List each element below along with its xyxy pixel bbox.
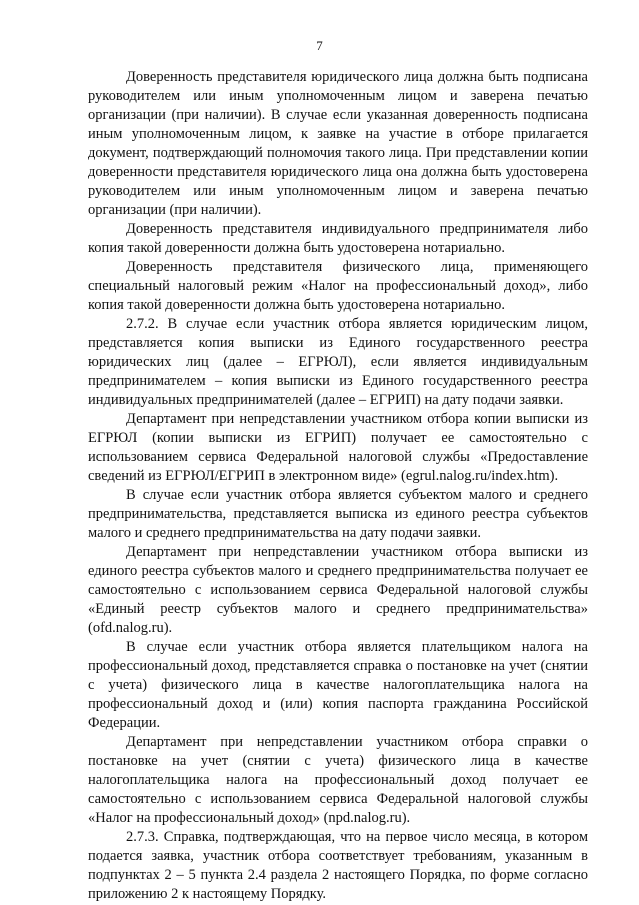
document-body <box>88 68 588 904</box>
paragraph-sme-registry-service: Департамент при непредставлении участником отбора выписки из единого реестра субъектов малого и среднего предпринимательства получает ее самостоятельно с использованием сервиса Федеральной налоговой службы «Единый реестр субъектов малого и среднего предпринимательства» (ofd.nalog.ru). <box>88 544 588 636</box>
paragraph-2-7-2: 2.7.2. В случае если участник отбора является юридическим лицом, представляется копия выписки из Единого государственного реестра юридических лиц (далее – ЕГРЮЛ), если является индивидуальным предпринимателем – копия выписки из Единого государственного реестра индивидуальных предпринимателей (далее – ЕГРИП) на дату подачи заявки. <box>88 316 588 408</box>
paragraph-egrul-egrip-service: Департамент при непредставлении участником отбора копии выписки из ЕГРЮЛ (копии выписки из ЕГРИП) получает ее самостоятельно с использованием сервиса Федеральной налоговой службы «Предоставление сведений из ЕГРЮЛ/ЕГРИП в электронном виде» (egrul.nalog.ru/index.htm). <box>88 411 588 484</box>
paragraph-representative-individual-entrepreneur: Доверенность представителя индивидуального предпринимателя либо копия такой доверенности должна быть удостоверена нотариально. <box>88 221 588 256</box>
paragraph-professional-income-tax: В случае если участник отбора является плательщиком налога на профессиональный доход, представляется справка о постановке на учет (снятии с учета) физического лица в качестве налогоплательщика налога на профессиональный доход и (или) копия паспорта гражданина Российской Федерации. <box>88 639 588 731</box>
paragraph-2-7-3: 2.7.3. Справка, подтверждающая, что на первое число месяца, в котором подается заявка, участник отбора соответствует требованиям, указанным в подпунктах 2 – 5 пункта 2.4 раздела 2 настоящего Порядка, по форме согласно приложению 2 к настоящему Порядку. <box>88 829 588 902</box>
paragraph-representative-self-employed: Доверенность представителя физического лица, применяющего специальный налоговый режим «Налог на профессиональный доход», либо копия такой доверенности должна быть удостоверена нотариально. <box>88 259 588 313</box>
page-number: 7 <box>316 38 323 53</box>
paragraph-representative-legal-entity: Доверенность представителя юридического лица должна быть подписана руководителем или иным уполномоченным лицом и заверена печатью организации (при наличии). В случае если указанная доверенность подписана иным уполномоченным лицом, к заявке на участие в отборе прилагается документ, подтверждающий полномочия такого лица. При представлении копии доверенности представителя юридического лица она должна быть удостоверена руководителем или иным уполномоченным лицом и заверена печатью организации (при наличии). <box>88 69 588 218</box>
paragraph-npd-service: Департамент при непредставлении участником отбора справки о постановке на учет (снятии с учета) физического лица в качестве налогоплательщика налога на профессиональный доход получает ее самостоятельно с использованием сервиса Федеральной налоговой службы «Налог на профессиональный доход» (npd.nalog.ru). <box>88 734 588 826</box>
paragraph-sme-registry-extract: В случае если участник отбора является субъектом малого и среднего предпринимательства, представляется выписка из единого реестра субъектов малого и среднего предпринимательства на дату подачи заявки. <box>88 487 588 541</box>
